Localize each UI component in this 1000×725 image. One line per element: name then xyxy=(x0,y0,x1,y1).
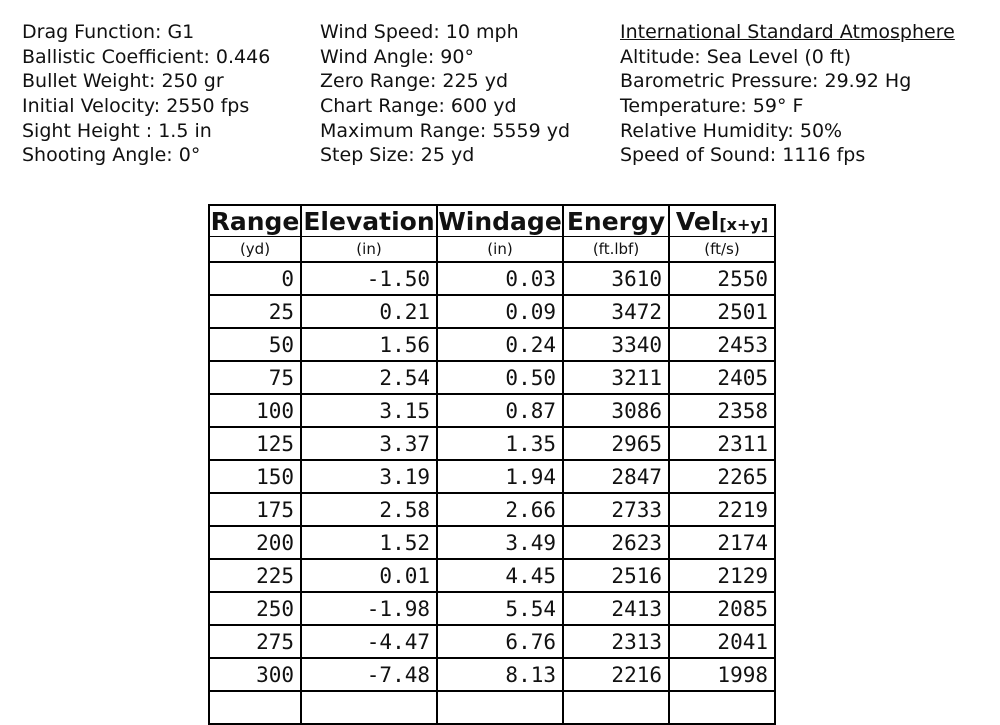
header-range: Range xyxy=(210,206,300,236)
energy-cell: 3211 xyxy=(563,361,669,394)
unit-range: (yd) xyxy=(209,237,301,263)
windage-cell: 1.35 xyxy=(437,427,563,460)
windage-cell: 8.13 xyxy=(437,658,563,691)
velocity-cell: 1998 xyxy=(669,658,775,691)
elevation-cell: -1.50 xyxy=(301,262,437,295)
table-row xyxy=(209,295,775,328)
range-cell: 75 xyxy=(209,361,301,394)
projectile-parameters xyxy=(22,20,270,168)
velocity-cell: 2358 xyxy=(669,394,775,427)
velocity-cell: 2453 xyxy=(669,328,775,361)
range-cell: 0 xyxy=(209,262,301,295)
windage-cell: 0.09 xyxy=(437,295,563,328)
energy-cell: 2516 xyxy=(563,559,669,592)
param-line: Bullet Weight: 250 gr xyxy=(22,70,224,93)
windage-cell: 0.24 xyxy=(437,328,563,361)
param-line: Relative Humidity: 50% xyxy=(620,119,843,142)
windage-cell: 0.03 xyxy=(437,262,563,295)
range-wind-parameters xyxy=(320,20,570,168)
range-cell: 150 xyxy=(209,460,301,493)
units-row xyxy=(209,237,775,263)
header-velocity xyxy=(669,205,775,237)
energy-cell: 2313 xyxy=(563,625,669,658)
table-row xyxy=(209,526,775,559)
elevation-cell: 3.19 xyxy=(301,460,437,493)
velocity-cell: 2174 xyxy=(669,526,775,559)
energy-cell: 2965 xyxy=(563,427,669,460)
table-row xyxy=(209,427,775,460)
table-body xyxy=(209,262,775,724)
velocity-cell: 2405 xyxy=(669,361,775,394)
windage-cell: 0.87 xyxy=(437,394,563,427)
header-windage: Windage xyxy=(438,206,562,236)
ballistics-table-container xyxy=(208,204,776,725)
param-line: Chart Range: 600 yd xyxy=(320,95,517,118)
param-line: Barometric Pressure: 29.92 Hg xyxy=(620,70,912,93)
energy-cell: 2847 xyxy=(563,460,669,493)
windage-cell: 4.45 xyxy=(437,559,563,592)
energy-cell: 2623 xyxy=(563,526,669,559)
windage-cell: 2.66 xyxy=(437,493,563,526)
range-cell: 25 xyxy=(209,295,301,328)
elevation-cell: 1.56 xyxy=(301,328,437,361)
windage-cell: 5.54 xyxy=(437,592,563,625)
param-line: Wind Speed: 10 mph xyxy=(320,21,519,43)
elevation-cell: 3.37 xyxy=(301,427,437,460)
windage-cell xyxy=(437,691,563,724)
velocity-cell: 2550 xyxy=(669,262,775,295)
header-elevation: Elevation xyxy=(301,205,437,237)
param-line: Altitude: Sea Level (0 ft) xyxy=(620,45,852,68)
param-line: Shooting Angle: 0° xyxy=(22,144,201,167)
table-row xyxy=(209,493,775,526)
energy-cell: 2413 xyxy=(563,592,669,625)
elevation-cell: 2.58 xyxy=(301,493,437,526)
elevation-cell: 0.21 xyxy=(301,295,437,328)
range-cell: 100 xyxy=(209,394,301,427)
param-line: Speed of Sound: 1116 fps xyxy=(620,144,866,167)
elevation-cell: -4.47 xyxy=(301,625,437,658)
param-line: Temperature: 59° F xyxy=(620,95,804,118)
table-row xyxy=(209,394,775,427)
energy-cell xyxy=(563,691,669,724)
unit-energy: (ft.lbf) xyxy=(563,237,669,263)
param-line: Wind Angle: 90° xyxy=(320,45,474,68)
table-row xyxy=(209,658,775,691)
elevation-cell: 0.01 xyxy=(301,559,437,592)
velocity-cell xyxy=(669,691,775,724)
table-row xyxy=(209,328,775,361)
table-row xyxy=(209,625,775,658)
range-cell: 125 xyxy=(209,427,301,460)
range-cell: 200 xyxy=(209,526,301,559)
table-row xyxy=(209,559,775,592)
windage-cell: 0.50 xyxy=(437,361,563,394)
velocity-cell: 2501 xyxy=(669,295,775,328)
table-row xyxy=(209,460,775,493)
energy-cell: 2733 xyxy=(563,493,669,526)
atmosphere-title: International Standard Atmosphere xyxy=(620,21,955,43)
table-row xyxy=(209,361,775,394)
windage-cell: 3.49 xyxy=(437,526,563,559)
param-line: Zero Range: 225 yd xyxy=(320,70,509,93)
atmosphere-parameters xyxy=(620,20,955,168)
param-line: Step Size: 25 yd xyxy=(320,144,475,167)
energy-cell: 3610 xyxy=(563,262,669,295)
table-row xyxy=(209,691,775,724)
velocity-cell: 2085 xyxy=(669,592,775,625)
velocity-cell: 2129 xyxy=(669,559,775,592)
param-line: Ballistic Coefficient: 0.446 xyxy=(22,45,271,68)
elevation-cell: 1.52 xyxy=(301,526,437,559)
ballistics-table xyxy=(208,204,776,725)
windage-cell: 1.94 xyxy=(437,460,563,493)
velocity-cell: 2311 xyxy=(669,427,775,460)
energy-cell: 3472 xyxy=(563,295,669,328)
elevation-cell: -1.98 xyxy=(301,592,437,625)
velocity-cell: 2265 xyxy=(669,460,775,493)
elevation-cell: 3.15 xyxy=(301,394,437,427)
param-line: Drag Function: G1 xyxy=(22,21,195,43)
elevation-cell: 2.54 xyxy=(301,361,437,394)
range-cell: 250 xyxy=(209,592,301,625)
elevation-cell: -7.48 xyxy=(301,658,437,691)
energy-cell: 3340 xyxy=(563,328,669,361)
header-energy: Energy xyxy=(563,205,669,237)
range-cell xyxy=(209,691,301,724)
range-cell: 50 xyxy=(209,328,301,361)
range-cell: 275 xyxy=(209,625,301,658)
param-line: Maximum Range: 5559 yd xyxy=(320,119,571,142)
table-row xyxy=(209,592,775,625)
unit-velocity: (ft/s) xyxy=(669,237,775,263)
range-cell: 225 xyxy=(209,559,301,592)
unit-elevation: (in) xyxy=(301,237,437,263)
range-cell: 175 xyxy=(209,493,301,526)
param-line: Sight Height : 1.5 in xyxy=(22,119,212,142)
velocity-cell: 2219 xyxy=(669,493,775,526)
elevation-cell xyxy=(301,691,437,724)
energy-cell: 3086 xyxy=(563,394,669,427)
windage-cell: 6.76 xyxy=(437,625,563,658)
header-row xyxy=(209,205,775,237)
energy-cell: 2216 xyxy=(563,658,669,691)
header-velocity-suffix: [x+y] xyxy=(719,214,769,234)
param-line: Initial Velocity: 2550 fps xyxy=(22,95,250,118)
table-row xyxy=(209,262,775,295)
range-cell: 300 xyxy=(209,658,301,691)
header-velocity-label: Vel xyxy=(675,206,720,236)
velocity-cell: 2041 xyxy=(669,625,775,658)
unit-windage: (in) xyxy=(437,237,563,263)
